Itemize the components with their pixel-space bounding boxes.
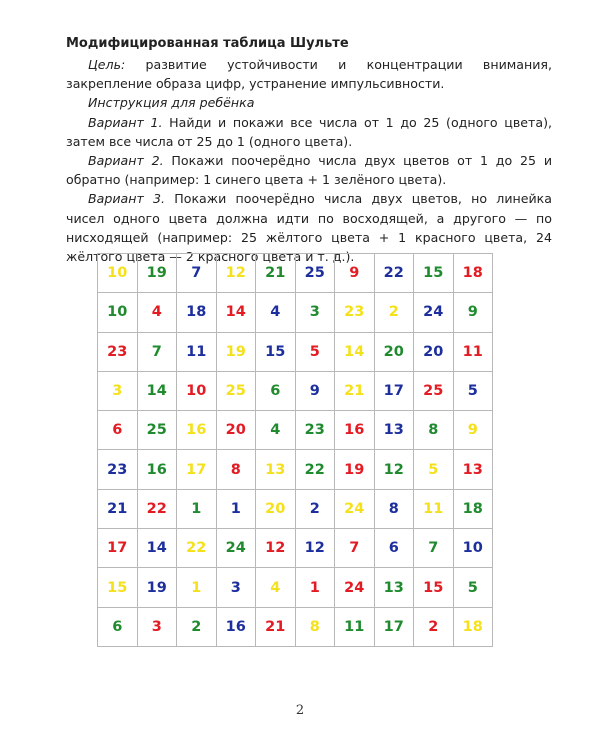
- grid-cell: 20: [374, 332, 414, 371]
- grid-cell: 15: [98, 568, 138, 607]
- grid-cell: 7: [335, 529, 375, 568]
- grid-cell: 8: [414, 411, 454, 450]
- grid-cell: 11: [453, 332, 493, 371]
- grid-cell: 4: [137, 293, 177, 332]
- grid-cell: 17: [98, 529, 138, 568]
- grid-cell: 3: [137, 607, 177, 646]
- grid-cell: 18: [177, 293, 217, 332]
- grid-cell: 25: [414, 371, 454, 410]
- grid-cell: 6: [374, 529, 414, 568]
- grid-cell: 8: [374, 489, 414, 528]
- table-row: [98, 411, 493, 450]
- grid-cell: 7: [414, 529, 454, 568]
- grid-cell: 24: [335, 568, 375, 607]
- grid-cell: 15: [414, 568, 454, 607]
- grid-cell: 1: [216, 489, 256, 528]
- grid-cell: 16: [335, 411, 375, 450]
- grid-cell: 24: [414, 293, 454, 332]
- grid-cell: 23: [295, 411, 335, 450]
- grid-cell: 3: [216, 568, 256, 607]
- grid-cell: 22: [177, 529, 217, 568]
- grid-cell: 14: [216, 293, 256, 332]
- table-row: [98, 371, 493, 410]
- grid-cell: 13: [256, 450, 296, 489]
- grid-cell: 21: [98, 489, 138, 528]
- goal-paragraph: [66, 55, 552, 93]
- grid-cell: 10: [453, 529, 493, 568]
- grid-cell: 18: [453, 607, 493, 646]
- variant-label: Вариант 2.: [88, 153, 164, 169]
- grid-cell: 19: [137, 254, 177, 293]
- grid-cell: 20: [216, 411, 256, 450]
- grid-cell: 4: [256, 411, 296, 450]
- variant-text: Найди и покажи все числа от 1 до 25 (одного цвета), затем все числа от 25 до 1 (одного цвета).: [66, 114, 552, 149]
- grid-cell: 3: [295, 293, 335, 332]
- grid-cell: 18: [453, 489, 493, 528]
- grid-cell: 20: [414, 332, 454, 371]
- grid-cell: 8: [216, 450, 256, 489]
- grid-cell: 11: [335, 607, 375, 646]
- grid-cell: 16: [177, 411, 217, 450]
- grid-cell: 19: [216, 332, 256, 371]
- grid-cell: 23: [98, 332, 138, 371]
- grid-cell: 4: [256, 568, 296, 607]
- grid-cell: 6: [256, 371, 296, 410]
- table-row: [98, 607, 493, 646]
- grid-cell: 16: [137, 450, 177, 489]
- table-row: [98, 332, 493, 371]
- grid-cell: 13: [374, 568, 414, 607]
- grid-cell: 25: [216, 371, 256, 410]
- grid-cell: 1: [177, 489, 217, 528]
- variant-label: Вариант 1.: [88, 114, 163, 130]
- grid-cell: 3: [98, 371, 138, 410]
- variant-text: Покажи поочерёдно числа двух цветов, но линейка чисел одного цвета должна идти по восходящей, а другого — по нисходящей (например: 25 жёлтого цвета + 1 красного цвета, 24 жёлтого цвета — 2 красного цвета и т. д.).: [66, 191, 553, 265]
- instruction-heading: Инструкция для ребёнка: [88, 95, 255, 111]
- grid-cell: 23: [98, 450, 138, 489]
- grid-cell: 25: [295, 254, 335, 293]
- grid-cell: 5: [414, 450, 454, 489]
- grid-cell: 9: [453, 411, 493, 450]
- grid-cell: 20: [256, 489, 296, 528]
- grid-cell: 8: [295, 607, 335, 646]
- grid-cell: 13: [453, 450, 493, 489]
- grid-cell: 22: [374, 254, 414, 293]
- table-row: [98, 489, 493, 528]
- grid-cell: 10: [177, 371, 217, 410]
- grid-cell: 16: [216, 607, 256, 646]
- grid-cell: 21: [256, 607, 296, 646]
- page-title: Модифицированная таблица Шульте: [66, 36, 349, 51]
- variant-1: [66, 113, 552, 151]
- grid-cell: 15: [414, 254, 454, 293]
- grid-cell: 9: [453, 293, 493, 332]
- table-row: [98, 254, 493, 293]
- grid-cell: 12: [374, 450, 414, 489]
- grid-cell: 5: [295, 332, 335, 371]
- grid-cell: 11: [414, 489, 454, 528]
- grid-cell: 1: [177, 568, 217, 607]
- grid-cell: 7: [137, 332, 177, 371]
- grid-cell: 12: [295, 529, 335, 568]
- grid-cell: 24: [216, 529, 256, 568]
- grid-cell: 14: [137, 529, 177, 568]
- grid-cell: 22: [295, 450, 335, 489]
- grid-cell: 22: [137, 489, 177, 528]
- variant-label: Вариант 3.: [88, 191, 166, 207]
- grid-cell: 13: [374, 411, 414, 450]
- grid-cell: 6: [98, 607, 138, 646]
- grid-cell: 21: [335, 371, 375, 410]
- table-row: [98, 529, 493, 568]
- table-row: [98, 568, 493, 607]
- grid-cell: 2: [374, 293, 414, 332]
- grid-cell: 14: [335, 332, 375, 371]
- grid-cell: 15: [256, 332, 296, 371]
- grid-cell: 19: [137, 568, 177, 607]
- variant-text: Покажи поочерёдно числа двух цветов от 1 до 25 и обратно (например: 1 синего цвета + 1 зелёного цвета).: [66, 153, 552, 188]
- grid-cell: 9: [295, 371, 335, 410]
- grid-cell: 21: [256, 254, 296, 293]
- grid-cell: 25: [137, 411, 177, 450]
- grid-cell: 19: [335, 450, 375, 489]
- schulte-table: [97, 253, 493, 647]
- table-row: [98, 293, 493, 332]
- grid-cell: 2: [414, 607, 454, 646]
- grid-cell: 17: [374, 607, 414, 646]
- grid-cell: 1: [295, 568, 335, 607]
- grid-cell: 5: [453, 568, 493, 607]
- grid-cell: 11: [177, 332, 217, 371]
- page-number: 2: [295, 703, 305, 718]
- grid-cell: 6: [98, 411, 138, 450]
- grid-cell: 17: [374, 371, 414, 410]
- grid-cell: 12: [256, 529, 296, 568]
- grid-cell: 10: [98, 254, 138, 293]
- grid-cell: 10: [98, 293, 138, 332]
- grid-cell: 9: [335, 254, 375, 293]
- grid-cell: 17: [177, 450, 217, 489]
- instructions-block: [66, 55, 552, 266]
- goal-text: развитие устойчивости и концентрации внимания, закрепление образа цифр, устранение импульсивности.: [66, 57, 552, 92]
- grid-cell: 2: [177, 607, 217, 646]
- grid-cell: 7: [177, 254, 217, 293]
- grid-cell: 4: [256, 293, 296, 332]
- grid-cell: 23: [335, 293, 375, 332]
- grid-cell: 14: [137, 371, 177, 410]
- grid-cell: 5: [453, 371, 493, 410]
- grid-cell: 2: [295, 489, 335, 528]
- variant-2: [66, 151, 552, 189]
- grid-cell: 24: [335, 489, 375, 528]
- grid-cell: 12: [216, 254, 256, 293]
- goal-label: Цель:: [88, 57, 126, 72]
- table-row: [98, 450, 493, 489]
- grid-cell: 18: [453, 254, 493, 293]
